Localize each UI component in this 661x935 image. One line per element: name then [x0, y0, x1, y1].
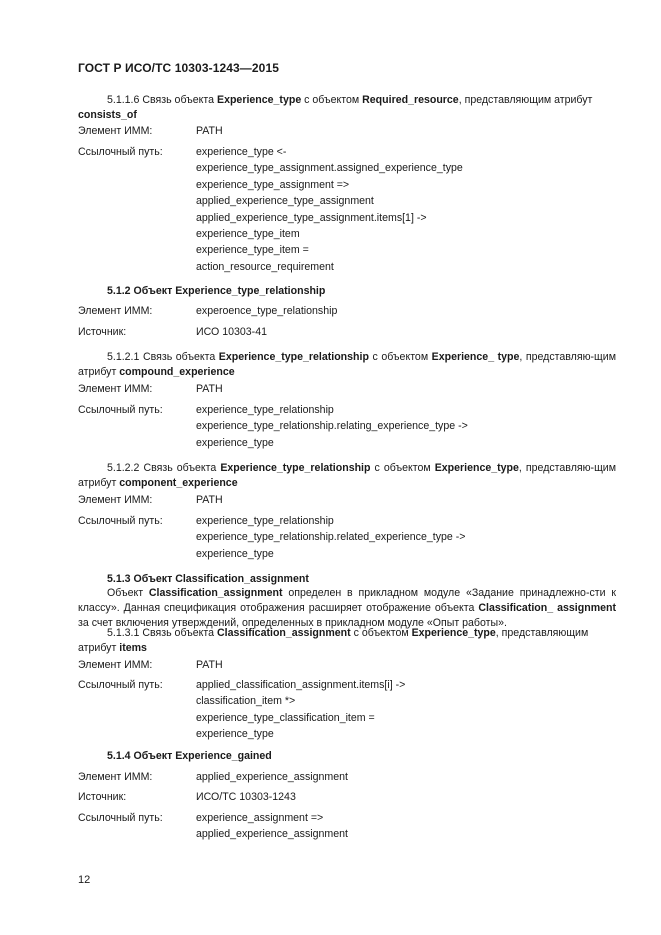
clause-5-1-1-6: 5.1.1.6 Связь объекта Experience_type с объектом Required_resource, представляющим атрибут consists_of	[78, 94, 593, 121]
path-lines: experience_assignment => applied_experience_assignment	[196, 812, 348, 841]
section-heading-5-1-4: 5.1.4 Объект Experience_gained	[107, 750, 272, 762]
clause-5-1-2-2: 5.1.2.2 Связь объекта Experience_type_relationship с объектом Experience_type, представляю-щим атрибут component_experience	[78, 462, 616, 489]
section-5-1-3-body: Объект Classification_assignment определен в прикладном модуле «Задание принадлежно-сти к классу». Данная спецификация отображения расширяет отображение объекта Classification_ assignment за счет включения утверждений, определенных в прикладном модуле «Опыт работы».	[78, 587, 616, 629]
page-number: 12	[78, 874, 91, 886]
path-lines: experience_type_relationship experience_type_relationship.related_experience_type -> experience_type	[196, 515, 466, 560]
section-heading-5-1-2: 5.1.2 Объект Experience_type_relationship	[107, 285, 326, 297]
document-header: ГОСТ Р ИСО/ТС 10303-1243—2015	[78, 61, 279, 75]
section-heading-5-1-3: 5.1.3 Объект Classification_assignment	[107, 573, 309, 585]
path-lines: experience_type_relationship experience_type_relationship.relating_experience_type -> experience_type	[196, 404, 468, 449]
path-lines: experience_type <- experience_type_assignment.assigned_experience_type experience_type_assignment => applied_experience_type_assignment applied_experience_type_assignment.items[1] -> experience_type_item experience_type_item = action_resource_requirement	[196, 146, 463, 273]
clause-5-1-2-1: 5.1.2.1 Связь объекта Experience_type_relationship с объектом Experience_ type, представляю-щим атрибут compound_experience	[78, 351, 616, 378]
path-lines: applied_classification_assignment.items[i] -> classification_item *> experience_type_classification_item = experience_type	[196, 679, 406, 741]
document-page: ГОСТ Р ИСО/ТС 10303-1243—2015 5.1.1.6 Связь объекта Experience_type с объектом Required_resource, представляющим атрибут consists_of Элемент ИММ: PATH Ссылочный путь: experience_type <- experience_type_assignment.assigned_experience_type experience_type_assignment => applied_experience_type_assignment applied_experience_type_assignment.items[1] -> experience_type_item experience_type_item = action_resource_requirement 5.1.2 Объект Experience_type_relationship Элемент ИММ: experoence_type_relationship Источник: ИСО 10303-41 5.1.2.1 Связь объекта Experience_type_relationship с объектом Experience_ type, представляю-щим атрибут compound_experience Элемент ИММ: PATH Ссылочный путь: experience_type_relationship experience_type_relationship.relating_experience_type -> experience_type 5.1.2.2 Связь объекта Experience_type_relationship с объектом Experience_type, представляю-щим атрибут component_experience Элемент ИММ: PATH Ссылочный путь: experience_type_relationship experience_type_relationship.related_experience_type -> experience_type 5.1.3 Объект Classification_assignment Объект Classification_assignment определен в прикладном модуле «Задание принадлежно-сти к классу». Данная спецификация отображения расширяет отображение объекта Classification_ assignment за счет включения утверждений, определенных в прикладном модуле «Опыт работы». 5.1.3.1 Связь объекта Classification_assignment с объектом Experience_type, представляющим атрибут items Элемент ИММ: PATH Ссылочный путь: applied_classification_assignment.items[i] -> classification_item *> experience_type_classification_item = experience_type 5.1.4 Объект Experience_gained Элемент ИММ: applied_experience_assignment Источник: ИСО/ТС 10303-1243 Ссылочный путь: experience_assignment => applied_experience_assignment 12	[78, 61, 616, 886]
clause-5-1-3-1: 5.1.3.1 Связь объекта Classification_assignment с объектом Experience_type, представляющим атрибут items	[78, 627, 589, 654]
